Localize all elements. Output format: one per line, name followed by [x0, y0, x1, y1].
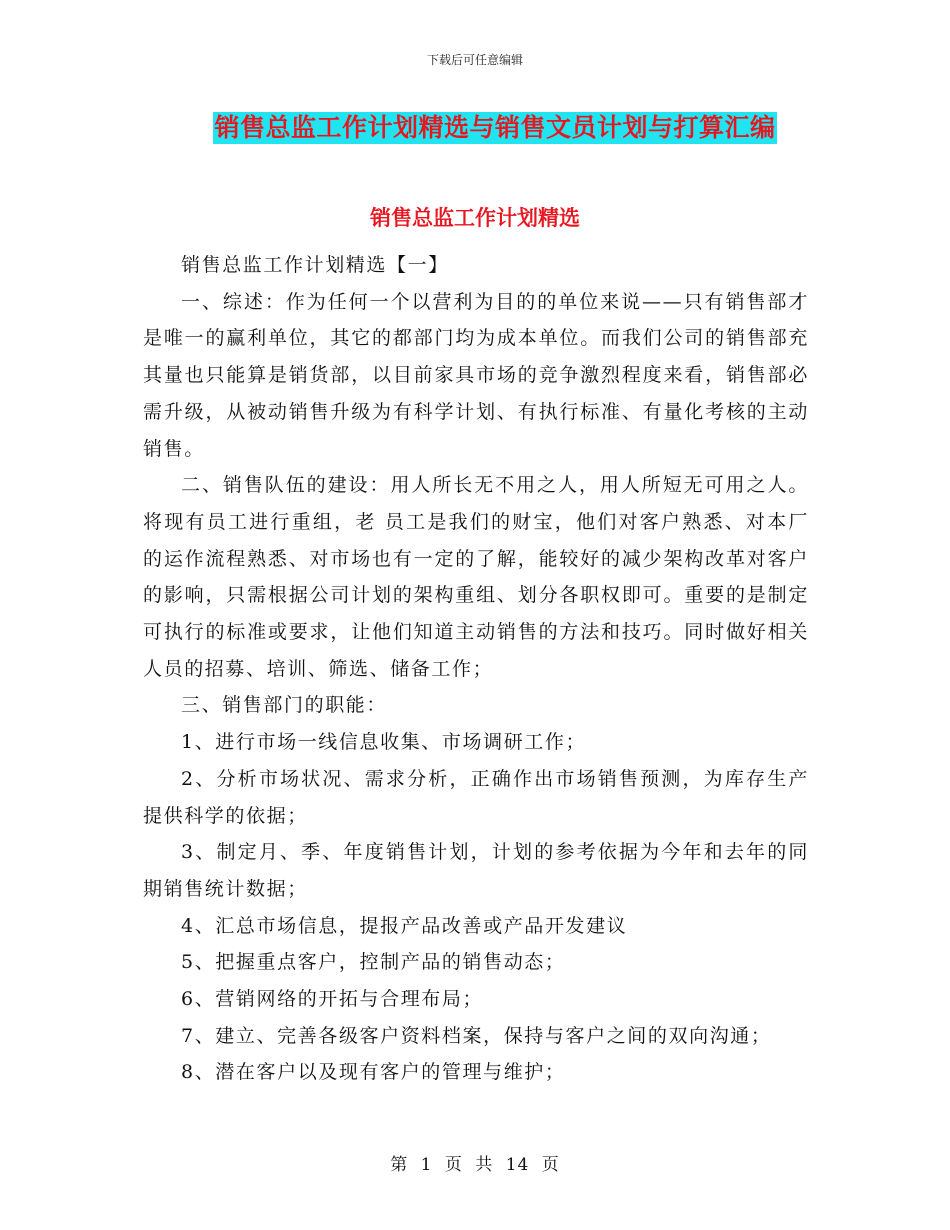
paragraph-team-building: 二、销售队伍的建设：用人所长无不用之人，用人所短无可用之人。将现有员工进行重组，老 员工是我们的财宝，他们对客户熟悉、对本厂的运作流程熟悉、对市场也有一定的了解，能较好的减少架构改革对客户的影响，只需根据公司计划的架构重组、划分各职权即可。重要的是制定可执行的标准或要求，让他们知道主动销售的方法和技巧。同时做好相关人员的招募、培训、筛选、储备工作；: [143, 474, 809, 680]
total-pages-number: 14: [505, 1155, 530, 1175]
list-item: 7、建立、完善各级客户资料档案，保持与客户之间的双向沟通；: [181, 1024, 772, 1047]
document-title: 销售总监工作计划精选与销售文员计划与打算汇编: [214, 113, 776, 142]
page-label-prefix: 第: [390, 1155, 409, 1175]
list-item: 2、分析市场状况、需求分析，正确作出市场销售预测，为库存生产提供科学的依据；: [143, 767, 809, 827]
list-item: 3、制定月、季、年度销售计划，计划的参考依据为今年和去年的同期销售统计数据；: [143, 841, 809, 900]
paragraph-functions-heading: 三、销售部门的职能：: [181, 694, 388, 717]
list-item: 6、营销网络的开拓与合理布局；: [181, 988, 484, 1011]
list-item: 5、把握重点客户，控制产品的销售动态；: [181, 951, 566, 974]
page-footer: [0, 1154, 950, 1176]
list-item: 8、潜在客户以及现有客户的管理与维护；: [181, 1061, 566, 1084]
list-item: 1、进行市场一线信息收集、市场调研工作；: [181, 731, 587, 754]
paragraph-heading: 销售总监工作计划精选【一】: [181, 254, 449, 276]
section-title: 销售总监工作计划精选: [370, 206, 580, 230]
total-label: 共: [475, 1155, 494, 1175]
header-note: 下载后可任意编辑: [426, 53, 523, 67]
document-body: [143, 247, 809, 1091]
document-title-wrapper: [0, 112, 950, 144]
page-label-mid: 页: [444, 1155, 463, 1175]
paragraph-overview: 一、综述：作为任何一个以营利为目的的单位来说——只有销售部才是唯一的赢利单位，其它的都部门均为成本单位。而我们公司的销售部充其量也只能算是销货部，以目前家具市场的竞争激烈程度来看，销售部必需升级，从被动销售升级为有科学计划、有执行标准、有量化考核的主动销售。: [143, 290, 809, 460]
page-label-suffix: 页: [541, 1155, 560, 1175]
list-item: 4、汇总市场信息，提报产品改善或产品开发建议: [181, 914, 628, 937]
current-page-number: 1: [420, 1155, 433, 1175]
